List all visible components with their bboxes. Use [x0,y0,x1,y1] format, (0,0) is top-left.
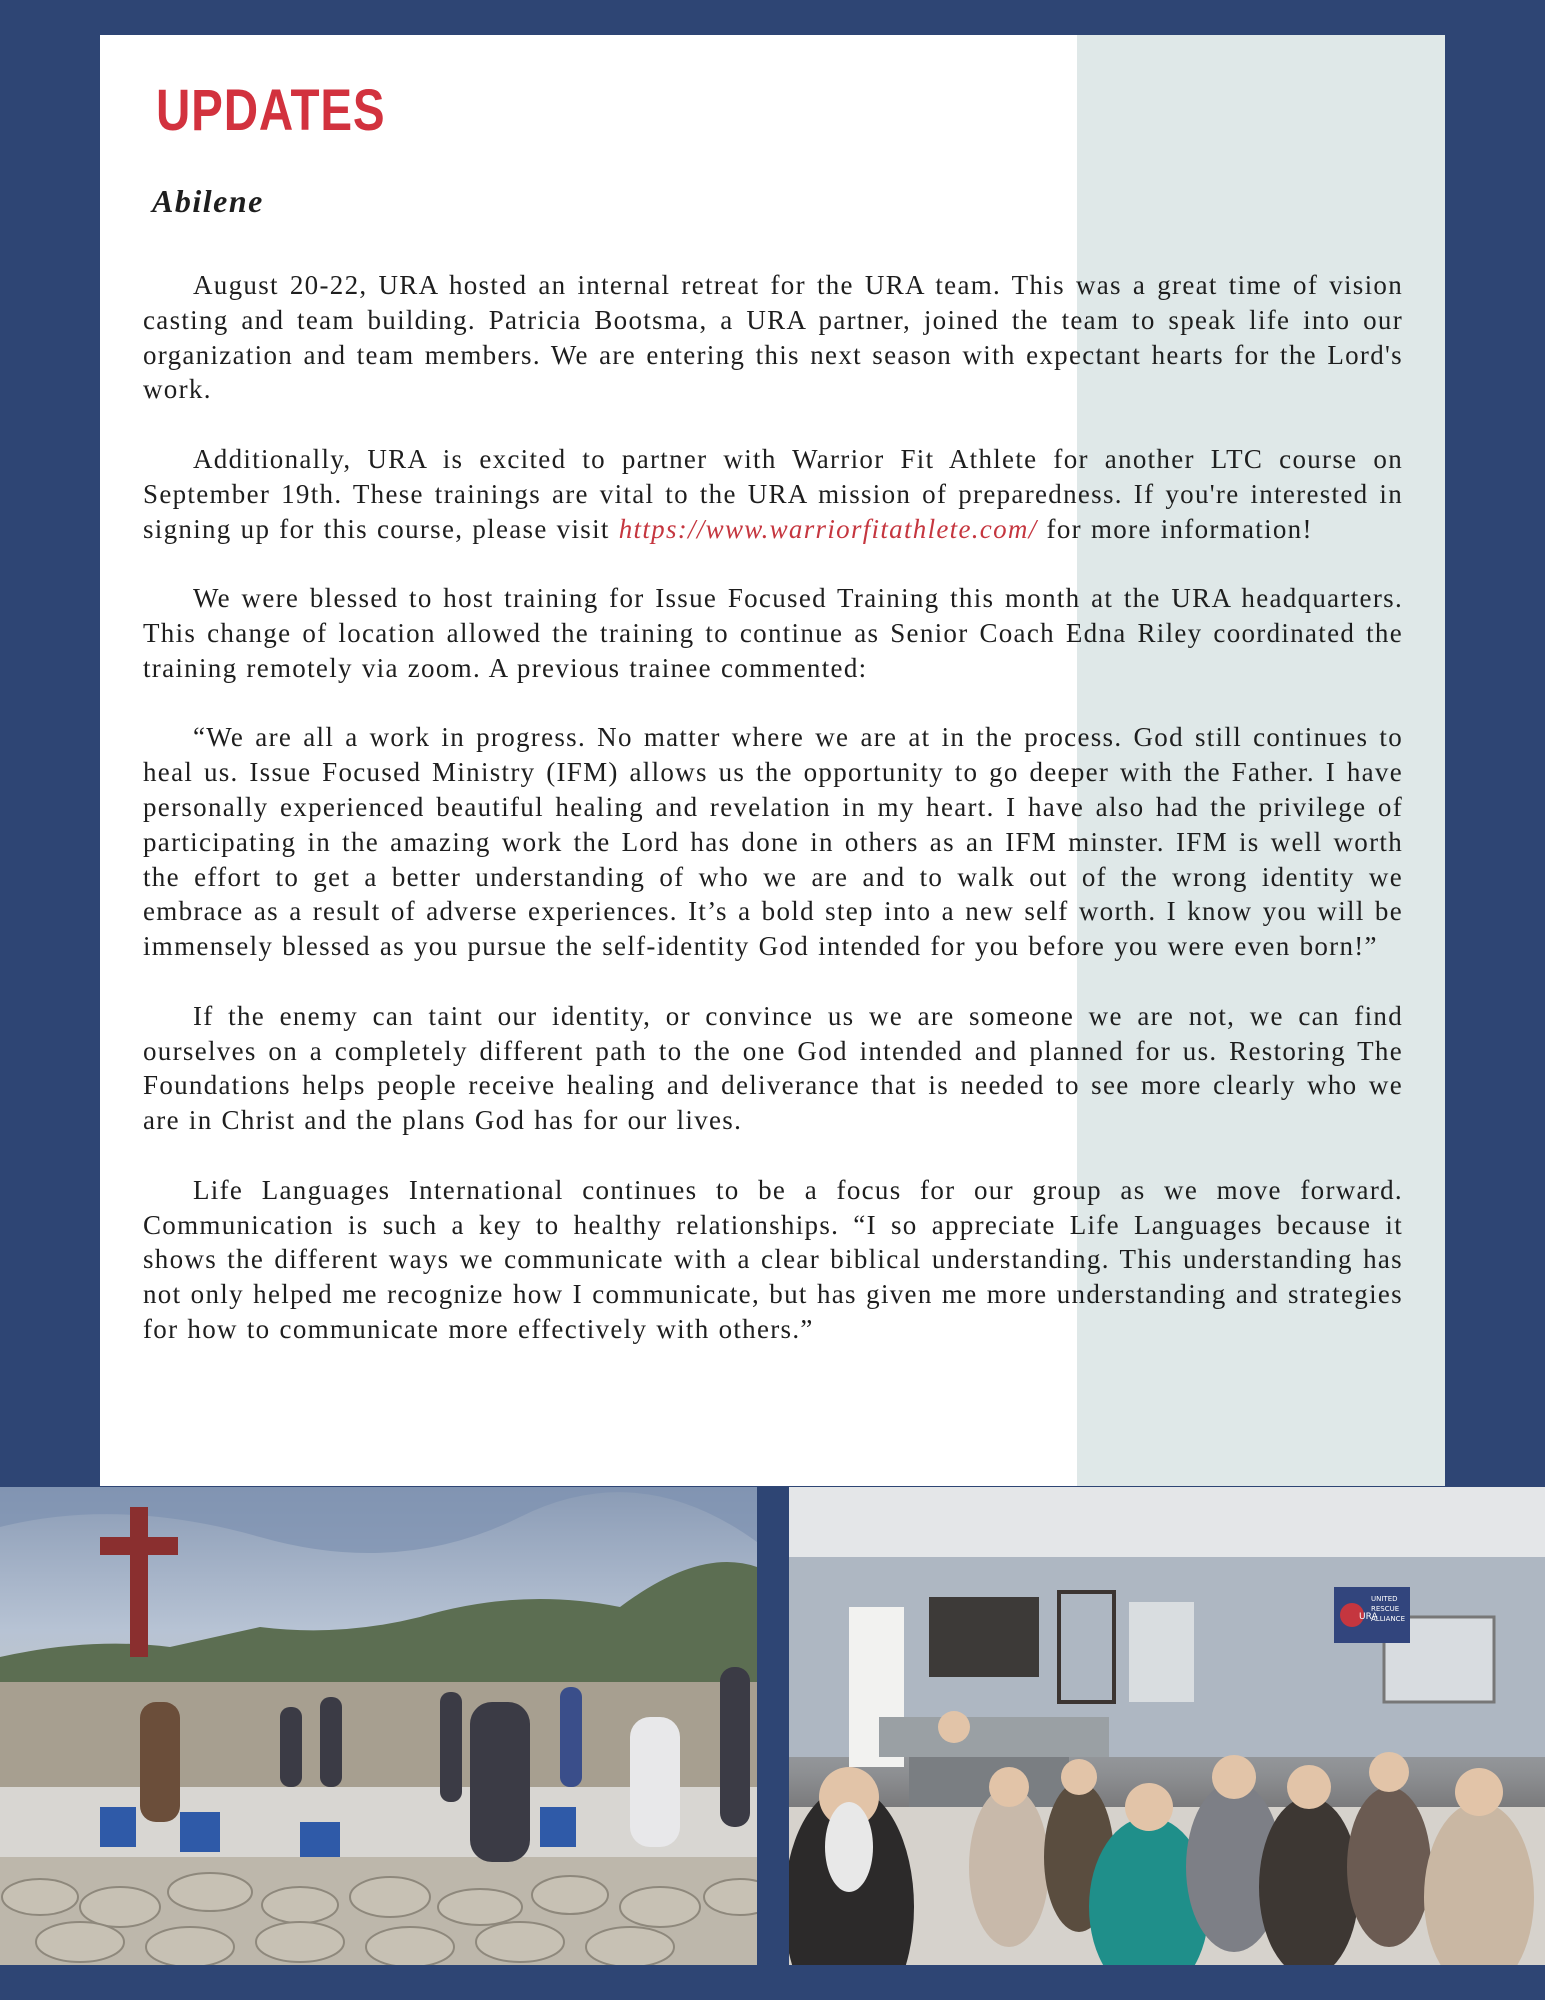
bottom-frame-bar [0,1965,1545,2000]
warrior-fit-link[interactable]: https://www.warriorfitathlete.com/ [618,513,1038,544]
indoor-photo-illustration [789,1487,1545,1965]
cross-icon [100,1507,178,1657]
paragraph-issue-focused: We were blessed to host training for Issue Focused Training this month at the URA headquarters. This change of location allowed the training to continue as Senior Coach Edna Riley coordinated the training remotely via zoom. A previous trainee commented: [143,583,1403,683]
banner-line-2: RESCUE [1371,1605,1400,1613]
article-body [143,268,1403,1382]
outdoor-worship-photo [0,1487,757,1965]
paragraph-ltc-course [143,442,1403,546]
page-title: UPDATES [156,78,386,143]
ura-banner [1334,1587,1410,1643]
banner-line-3: ALLIANCE [1371,1615,1405,1623]
section-subtitle: Abilene [152,183,264,219]
indoor-training-photo [789,1487,1545,1965]
paragraph-text: for more information! [1037,513,1313,544]
outdoor-photo-illustration [0,1487,757,1965]
paragraph-trainee-quote: “We are all a work in progress. No matter where we are at in the process. God still continues to heal us. Issue Focused Ministry (IFM) allows us the opportunity to go deeper with the Father. I have personally experienced beautiful healing and revelation in my heart. I have also had the privilege of participating in the amazing work the Lord has done in others as an IFM minster. IFM is well worth the effort to get a better understanding of who we are and to walk out of the wrong identity we embrace as a result of adverse experiences. It’s a bold step into a new self worth. I know you will be immensely blessed as you pursue the self-identity God intended for you before you were even born!” [143,722,1403,962]
paragraph-identity: If the enemy can taint our identity, or convince us we are someone we are not, we can find ourselves on a completely different path to the one God intended and planned for us. Restoring The Foundations helps people receive healing and deliverance that is needed to see more clearly who we are in Christ and the plans God has for our lives. [143,1000,1403,1136]
banner-line-1: UNITED [1371,1595,1398,1603]
paragraph-life-languages: Life Languages International continues to be a focus for our group as we move forward. Communication is such a key to healthy relationships. “I so appreciate Life Languages because it shows the different ways we communicate with a clear biblical understanding. This understanding has not only helped me recognize how I communicate, but has given me more understanding and strategies for how to communicate more effectively with others.” [143,1174,1403,1344]
paragraph-retreat: August 20-22, URA hosted an internal retreat for the URA team. This was a great time of vision casting and team building. Patricia Bootsma, a URA partner, joined the team to speak life into our organization and team members. We are entering this next season with expectant hearts for the Lord's work. [143,270,1403,405]
banner-logo-text: URA [1359,1612,1378,1622]
paragraph-text: Additionally, URA is excited to partner with Warrior Fit Athlete for another LTC course on September 19th. These trainings are vital to the URA mission of preparedness. If you're interested in signing up for this course, please visit [143,443,1403,544]
